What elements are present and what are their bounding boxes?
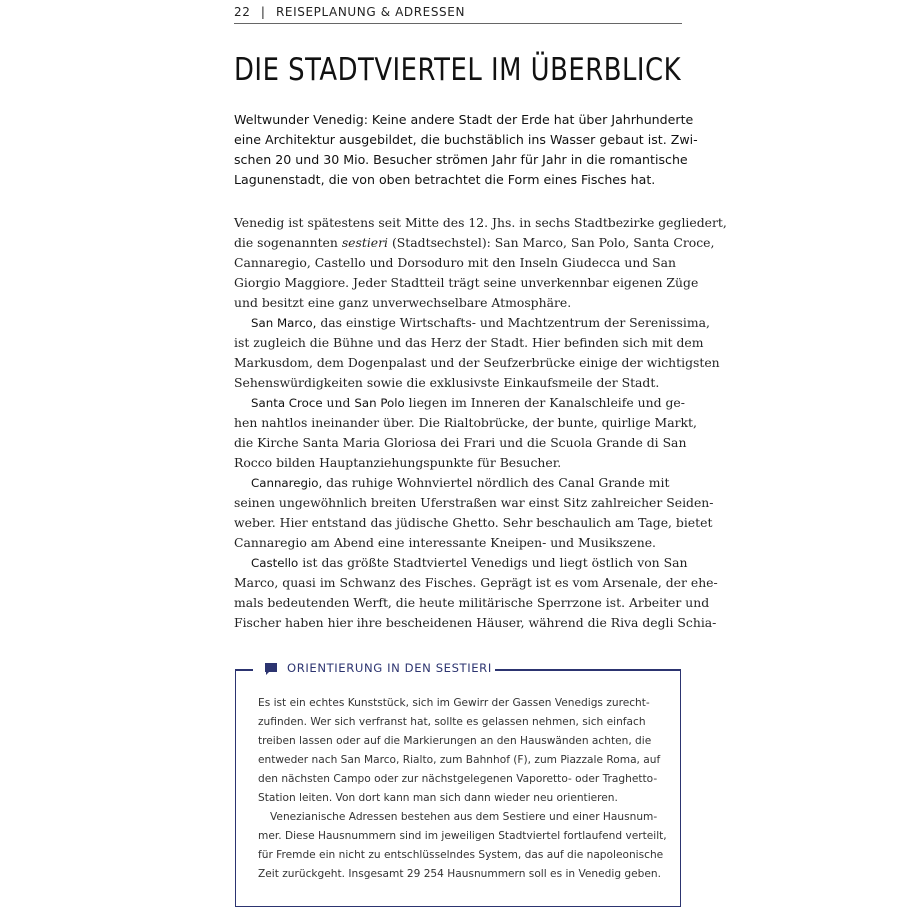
- info-line: Venezianische Adressen bestehen aus dem Sestiere und einer Hausnum-: [270, 811, 658, 823]
- text-line: [234, 473, 682, 493]
- lead-line: Weltwunder Venedig: Keine andere Stadt der Erde hat über Jahrhunderte: [234, 112, 694, 127]
- text-line: Giorgio Maggiore. Jeder Stadtteil trägt seine unverkennbar eigenen Züge: [234, 275, 699, 290]
- body-text: [234, 213, 727, 633]
- text-line: weber. Hier entstand das jüdische Ghetto. Sehr beschaulich am Tage, bietet: [234, 515, 713, 530]
- info-line: zufinden. Wer sich verfranst hat, sollte es gelassen nehmen, sich einfach: [258, 716, 646, 728]
- text-line: [234, 313, 710, 333]
- info-box-rule-left: [235, 669, 253, 671]
- paragraph-intro: [234, 213, 727, 313]
- info-line: für Fremde ein nicht zu entschlüsselndes System, das auf die napoleonische: [258, 849, 664, 861]
- text-run: die sogenannten: [234, 235, 342, 250]
- lead-paragraph: [234, 110, 698, 190]
- page-title: DIE STADTVIERTEL IM ÜBERBLICK: [234, 52, 682, 88]
- text-line: mals bedeutenden Werft, die heute militärische Sperrzone ist. Arbeiter und: [234, 595, 710, 610]
- info-line: treiben lassen oder auf die Markierungen an den Hauswänden achten, die: [258, 735, 652, 747]
- info-line: Zeit zurückgeht. Insgesamt 29 254 Hausnummern soll es in Venedig geben.: [258, 868, 661, 880]
- info-box-text: [258, 694, 667, 884]
- text-line: Marco, quasi im Schwanz des Fisches. Geprägt ist es vom Arsenale, der ehe-: [234, 575, 718, 590]
- paragraph-cannaregio: [234, 473, 714, 553]
- info-line: Station leiten. Von dort kann man sich dann wieder neu orientieren.: [258, 792, 618, 804]
- running-header: [234, 5, 682, 19]
- text-line: Markusdom, dem Dogenpalast und der Seufzerbrücke einige der wichtigsten: [234, 355, 720, 370]
- lead-line: eine Architektur ausgebildet, die buchstäblich ins Wasser gebaut ist. Zwi-: [234, 132, 698, 147]
- text-run: liegen im Inneren der Kanalschleife und ge-: [404, 395, 685, 410]
- keyword-cannaregio: Cannaregio,: [251, 476, 323, 490]
- speech-bubble-icon: [264, 662, 278, 676]
- header-rule: [234, 23, 682, 24]
- page-number: 22: [234, 5, 251, 19]
- keyword-san-marco: San Marco,: [251, 316, 317, 330]
- text-line: Fischer haben hier ihre bescheidenen Häuser, während die Riva degli Schia-: [234, 615, 717, 630]
- info-line: mer. Diese Hausnummern sind im jeweiligen Stadtviertel fortlaufend verteilt,: [258, 830, 667, 842]
- text-line: Sehenswürdigkeiten sowie die exklusivste Einkaufsmeile der Stadt.: [234, 375, 660, 390]
- lead-line: schen 20 und 30 Mio. Besucher strömen Jahr für Jahr in die romantische: [234, 152, 688, 167]
- info-line: den nächsten Campo oder zur nächstgelegenen Vaporetto- oder Traghetto-: [258, 773, 658, 785]
- text-line: die Kirche Santa Maria Gloriosa dei Frari und die Scuola Grande di San: [234, 435, 687, 450]
- text-line: seinen ungewöhnlich breiten Uferstraßen war einst Sitz zahlreicher Seiden-: [234, 495, 714, 510]
- text-run: ist das größte Stadtviertel Venedigs und liegt östlich von San: [298, 555, 688, 570]
- text-line: [234, 553, 688, 573]
- emphasis-sestieri: sestieri: [341, 235, 389, 250]
- section-title: REISEPLANUNG & ADRESSEN: [275, 5, 466, 19]
- text-line: ist zugleich die Bühne und das Herz der Stadt. Hier befinden sich mit dem: [234, 335, 704, 350]
- text-line: [234, 233, 715, 253]
- text-run: das ruhige Wohnviertel nördlich des Canal Grande mit: [322, 475, 670, 490]
- text-run: das einstige Wirtschafts- und Machtzentrum der Serenissima,: [316, 315, 710, 330]
- info-box-title: ORIENTIERUNG IN DEN SESTIERI: [287, 661, 492, 675]
- info-line: entweder nach San Marco, Rialto, zum Bahnhof (F), zum Piazzale Roma, auf: [258, 754, 661, 766]
- paragraph-castello: [234, 553, 718, 633]
- paragraph-san-marco: [234, 313, 720, 393]
- keyword-santa-croce: Santa Croce: [251, 396, 323, 410]
- text-run: (Stadtsechstel): San Marco, San Polo, Santa Croce,: [388, 235, 715, 250]
- paragraph-santa-croce-san-polo: [234, 393, 697, 473]
- text-line: hen nahtlos ineinander über. Die Rialtobrücke, der bunte, quirlige Markt,: [234, 415, 697, 430]
- text-line: Cannaregio am Abend eine interessante Kneipen- und Musikszene.: [234, 535, 656, 550]
- info-box-rule-right: [495, 669, 681, 671]
- header-separator: |: [260, 5, 266, 19]
- keyword-castello: Castello: [251, 556, 299, 570]
- text-line: [234, 393, 685, 413]
- keyword-san-polo: San Polo: [354, 396, 405, 410]
- text-line: Cannaregio, Castello und Dorsoduro mit den Inseln Giudecca und San: [234, 255, 677, 270]
- text-line: Venedig ist spätestens seit Mitte des 12. Jhs. in sechs Stadtbezirke gegliedert,: [234, 215, 727, 230]
- text-run: und: [322, 395, 355, 410]
- text-line: und besitzt eine ganz unverwechselbare Atmosphäre.: [234, 295, 572, 310]
- lead-line: Lagunenstadt, die von oben betrachtet die Form eines Fisches hat.: [234, 172, 656, 187]
- text-line: Rocco bilden Hauptanziehungspunkte für Besucher.: [234, 455, 562, 470]
- info-line: Es ist ein echtes Kunststück, sich im Gewirr der Gassen Venedigs zurecht-: [258, 697, 650, 709]
